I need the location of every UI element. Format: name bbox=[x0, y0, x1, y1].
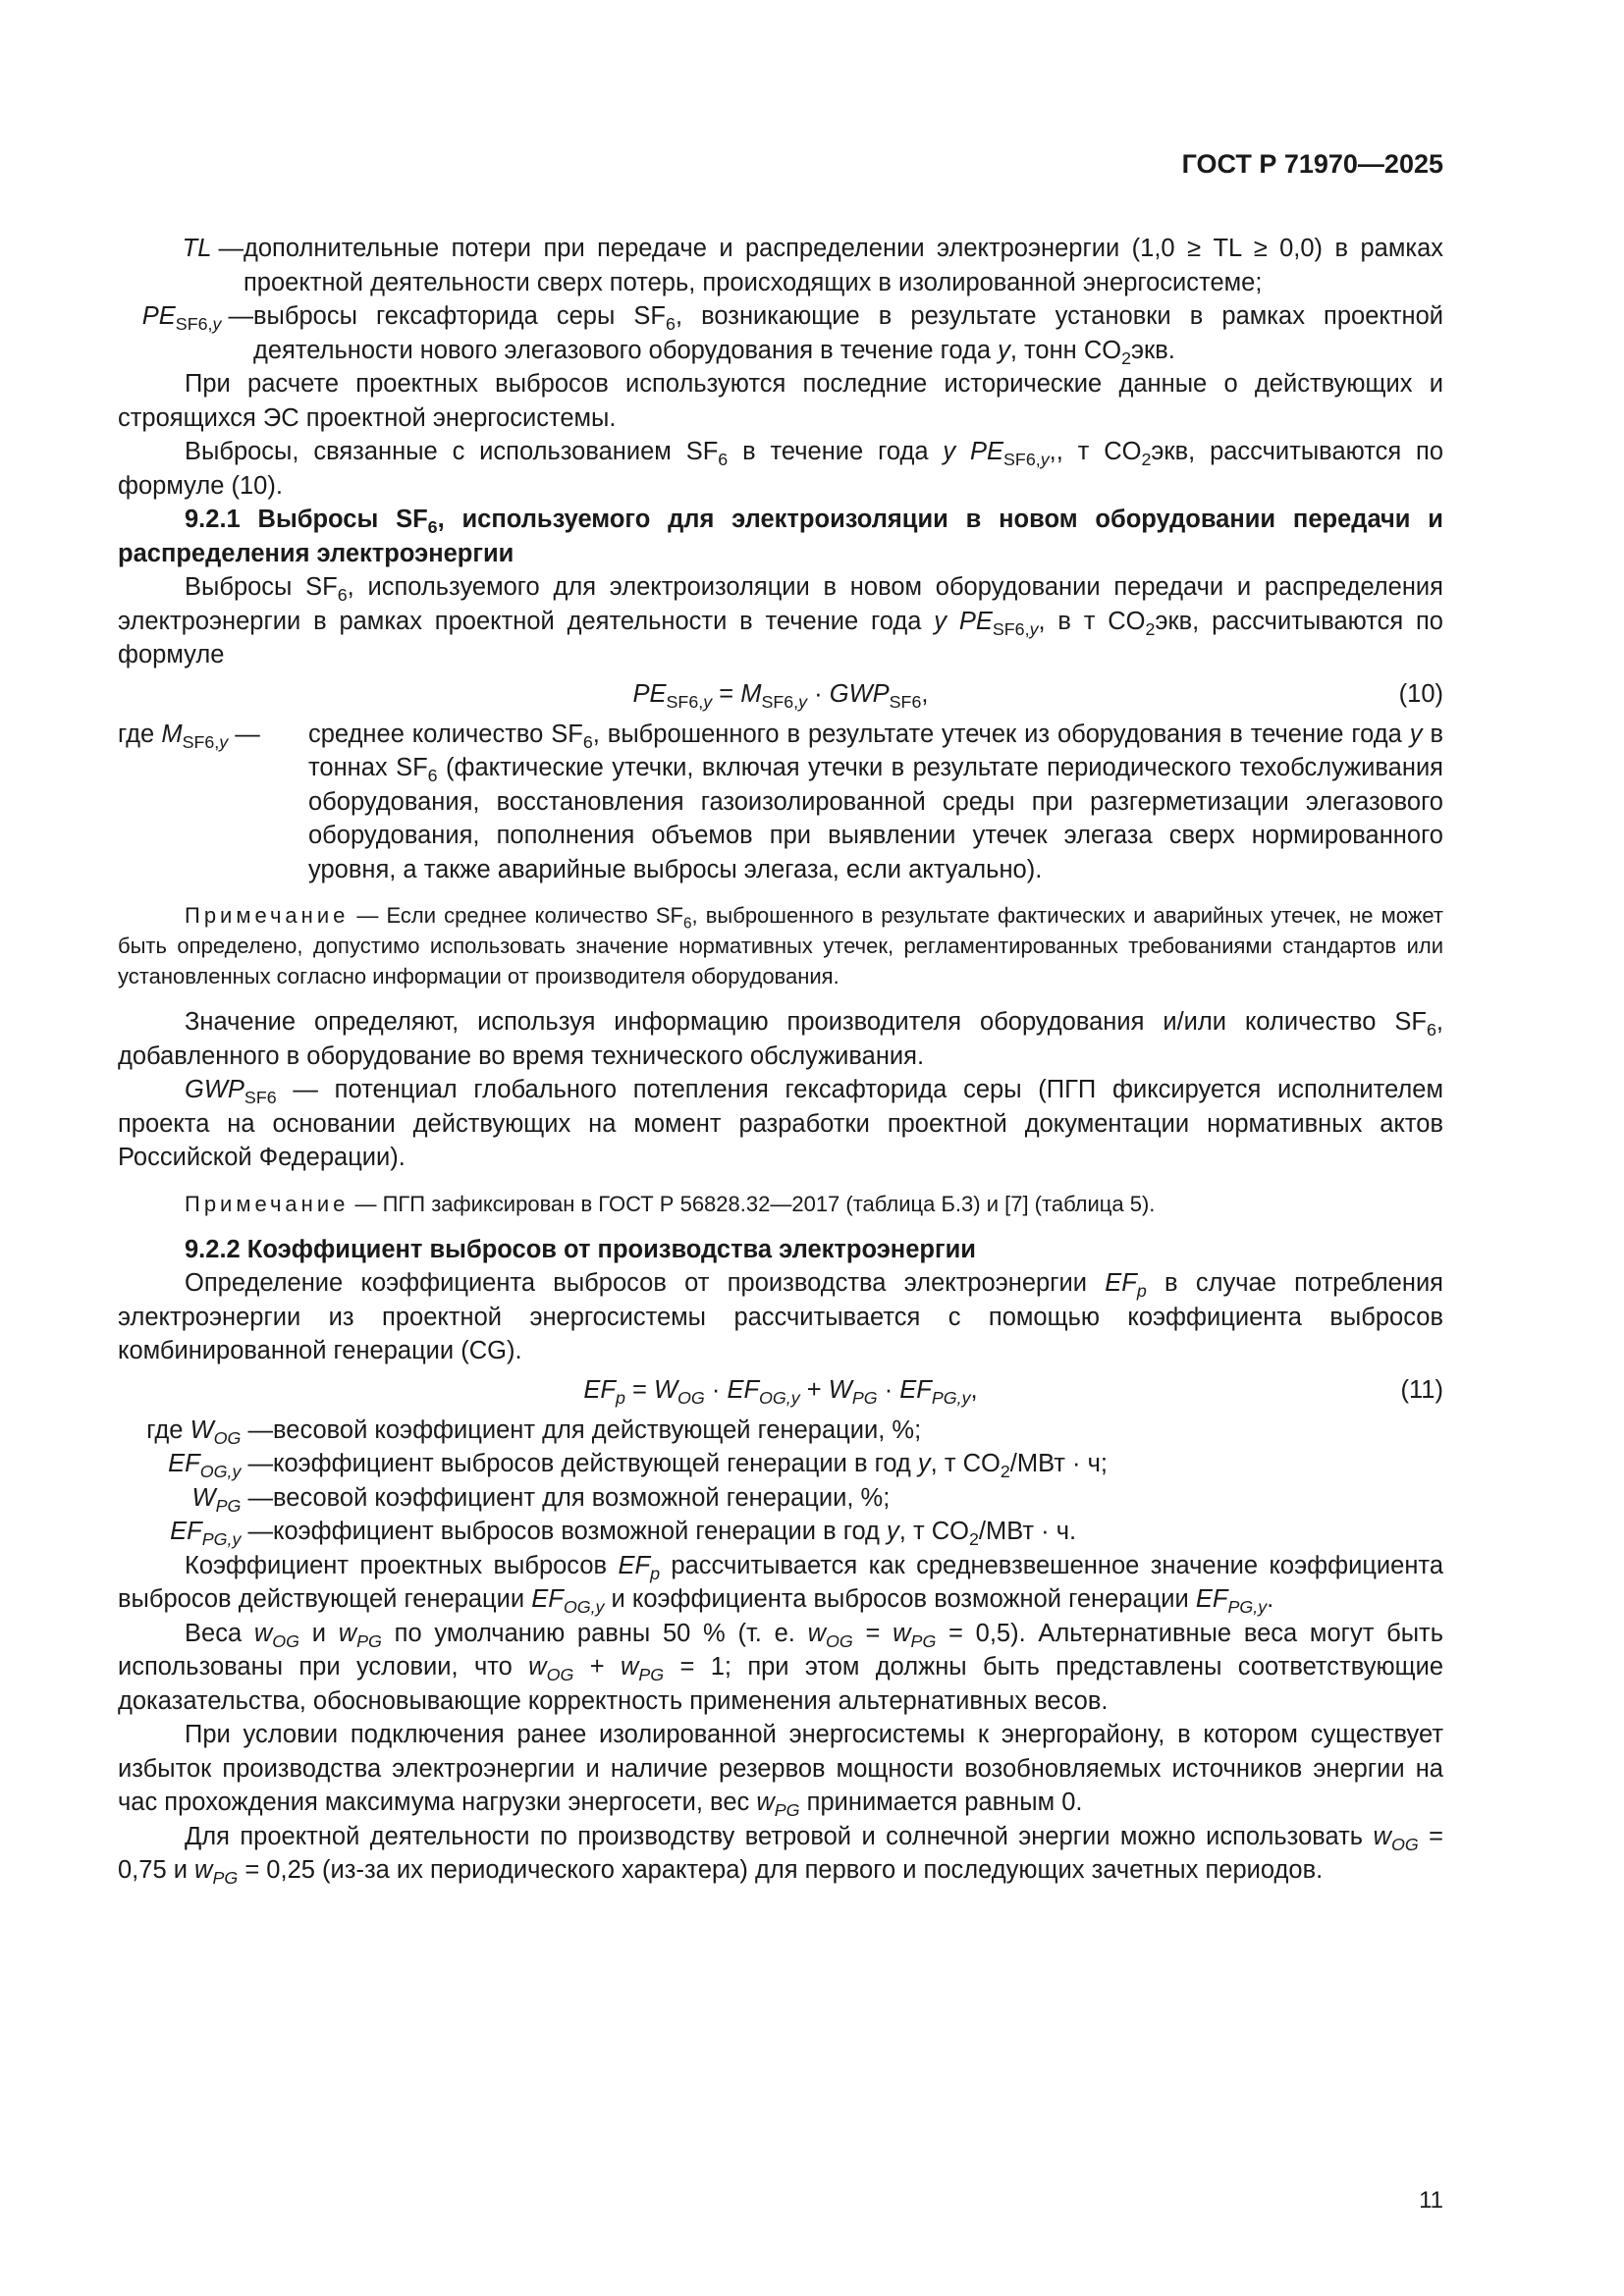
page-number: 11 bbox=[1419, 2187, 1443, 2214]
note-1: Примечание — Если среднее количество $SF_6$, выброшенного в результате фактических и аварийных утечек, не может быть определено, допустимо использовать значение нормативных утечек, регламентированных требованиями стандартов или установленных согласно информации от производителя оборудования. bbox=[118, 903, 1443, 988]
definition-pe-sf6 bbox=[118, 299, 1443, 367]
paragraph-9-2-1: Выбросы $SF_6$, используемого для электроизоляции в новом оборудовании передачи и распределения электроэнергии в рамках проектной деятельности в течение года y $PE_{SF6,y}$, в т $CO_2экв$, рассчитываются по формуле bbox=[118, 573, 1443, 668]
symbol-pe-sf6: $PE_{SF6,y}$ — bbox=[141, 302, 253, 335]
definition-w-pg bbox=[118, 1481, 1443, 1516]
note-2: Примечание — ПГП зафиксирован в ГОСТ Р 56828.32—2017 (таблица Б.3) и [7] (таблица 5). bbox=[185, 1191, 1156, 1216]
paragraph-weights: Веса $w_{OG}$ и $w_{PG}$ по умолчанию равны 50 % (т. е. $w_{OG} = w_{PG} = 0,5$). Альтернативные веса могут быть использованы при условии, что $w_{OG} + w_{PG} = 1$; при этом должны быть представлены соответствующие доказательства, обосновывающие корректность применения альтернативных весов. bbox=[118, 1619, 1444, 1715]
paragraph-wind-solar: Для проектной деятельности по производству ветровой и солнечной энергии можно использовать $w_{OG} = 0,75$ и $w_{PG} = 0,25$ (из-за их периодического характера) для первого и последующих зачетных периодов. bbox=[118, 1822, 1444, 1889]
symbol-ef-pg: $EF_{PG,y}$ — bbox=[170, 1518, 273, 1550]
symbol-tl: TL — bbox=[182, 235, 244, 262]
formula-11 bbox=[118, 1368, 1443, 1414]
paragraph-9-2-2: Определение коэффициента выбросов от производства электроэнергии $EF_p$ в случае потребления электроэнергии из проектной энергосистемы рассчитывается с помощью коэффициента выбросов комбинированной генерации (CG). bbox=[118, 1269, 1443, 1364]
formula-10-expression: $PE_{SF6,y} = M_{SF6,y} \cdot GWP_{SF6}$, bbox=[632, 680, 929, 713]
definition-tl bbox=[118, 232, 1443, 299]
symbol-m-sf6: где $M_{SF6,y}$ — bbox=[118, 720, 260, 752]
section-heading-9-2-1: 9.2.1 Выбросы $SF_6$, используемого для электроизоляции в новом оборудовании передачи и распределения электроэнергии bbox=[118, 506, 1443, 567]
formula-11-number: (11) bbox=[1400, 1376, 1443, 1405]
symbol-w-og: где $W_{OG}$ — bbox=[146, 1415, 273, 1448]
note-label: Примечание bbox=[185, 1191, 350, 1216]
symbol-ef-og: $EF_{OG,y}$ — bbox=[168, 1450, 273, 1482]
definition-text: коэффициент выбросов действующей генерации в год y, т $CO_2$/МВт · ч; bbox=[273, 1450, 1108, 1482]
document-header: ГОСТ Р 71970—2025 bbox=[1181, 149, 1443, 179]
paragraph-history: При расчете проектных выбросов используются последние исторические данные о действующих и строящихся ЭС проектной энергосистемы. bbox=[118, 370, 1443, 432]
formula-10-number: (10) bbox=[1398, 680, 1443, 709]
page-content bbox=[118, 232, 1443, 1888]
definition-m-sf6 bbox=[118, 718, 1443, 887]
paragraph-gwp: $GWP_{SF6}$ — потенциал глобального потепления гексафторида серы (ПГП фиксируется исполнителем проекта на основании действующих на момент разработки проектной документации нормативных актов Российской Федерации). bbox=[118, 1076, 1443, 1171]
paragraph-sf6-emissions: Выбросы, связанные с использованием $SF_6$ в течение года y $PE_{SF6,y}$,, т $CO_2экв$, рассчитываются по формуле (10). bbox=[118, 438, 1443, 500]
paragraph-coefficient: Коэффициент проектных выбросов $EF_p$ рассчитывается как средневзвешенное значение коэффициента выбросов действующей генерации $EF_{OG,y}$ и коэффициента выбросов возможной генерации $EF_{PG,y}$. bbox=[118, 1551, 1444, 1618]
definition-text: среднее количество $SF_6$, выброшенного в результате утечек из оборудования в течение года y в тоннах $SF_6$ (фактические утечки, включая утечки в результате периодического техобслуживания оборудования, восстановления газоизолированной среды при разгерметизации элегазового оборудования, пополнения объемов при выявлении утечек элегаза сверх нормированного уровня, а также аварийные выбросы элегаза, если актуально). bbox=[308, 720, 1443, 883]
definition-w-og bbox=[118, 1414, 1443, 1448]
paragraph-isolated-system: При условии подключения ранее изолированной энергосистемы к энергорайону, в котором существует избыток производства электроэнергии и наличие резервов мощности возобновляемых источников энергии на час прохождения максимума нагрузки энергосети, вес $w_{PG}$ принимается равным 0. bbox=[118, 1721, 1443, 1821]
definition-text: весовой коэффициент для возможной генерации, %; bbox=[273, 1483, 891, 1512]
definition-text: выбросы гексафторида серы $SF_6$, возникающие в результате установки в рамках проектной деятельности нового элегазового оборудования в течение года y, тонн $CO_2экв$. bbox=[253, 302, 1444, 368]
section-heading-9-2-2: 9.2.2 Коэффициент выбросов от производства электроэнергии bbox=[185, 1235, 976, 1263]
definition-text: дополнительные потери при передаче и распределении электроэнергии (1,0 ≥ TL ≥ 0,0) в рамках проектной деятельности сверх потерь, происходящих в изолированной энергосистеме; bbox=[244, 235, 1443, 296]
paragraph-value: Значение определяют, используя информацию производителя оборудования и/или количество $SF_6$, добавленного в оборудование во время технического обслуживания. bbox=[118, 1008, 1443, 1070]
symbol-w-pg: $W_{PG}$ — bbox=[191, 1483, 273, 1516]
definition-ef-og bbox=[118, 1447, 1443, 1481]
formula-10 bbox=[118, 672, 1443, 718]
definition-text: весовой коэффициент для действующей генерации, %; bbox=[273, 1415, 922, 1444]
definition-text: коэффициент выбросов возможной генерации в год y, т $CO_2$/МВт · ч. bbox=[273, 1518, 1077, 1550]
note-label: Примечание bbox=[185, 903, 350, 928]
definition-ef-pg bbox=[118, 1515, 1443, 1549]
formula-11-expression: $EF_p = W_{OG} \cdot EF_{OG,y} + W_{PG} \cdot EF_{PG,y}$, bbox=[583, 1376, 978, 1409]
